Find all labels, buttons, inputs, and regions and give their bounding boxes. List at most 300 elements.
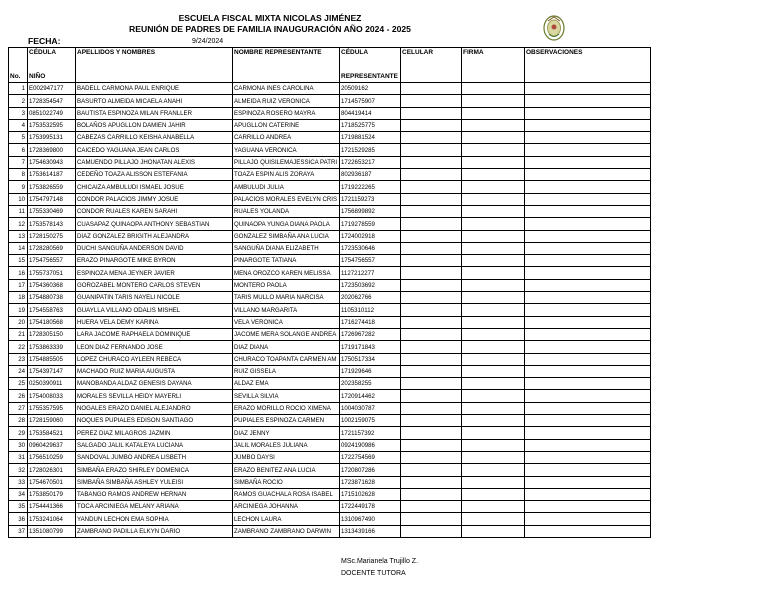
representative-id-cell: 1723503692	[340, 279, 401, 291]
row-number: 20	[9, 316, 28, 328]
signature-cell	[462, 427, 525, 439]
phone-cell	[401, 95, 462, 107]
table-row	[9, 218, 651, 230]
signature-cell	[462, 341, 525, 353]
signature-cell	[462, 316, 525, 328]
meeting-title: REUNIÓN DE PADRES DE FAMILIA INAUGURACIÓN AÑO 2024 - 2025	[129, 24, 411, 34]
child-id-cell: 1754441366	[28, 501, 76, 513]
child-name-cell: CABEZAS CARRILLO KEISHA ANABELLA	[76, 132, 233, 144]
row-number: 16	[9, 267, 28, 279]
row-number: 15	[9, 255, 28, 267]
child-name-cell: LEON DIAZ FERNANDO JOSE	[76, 341, 233, 353]
phone-cell	[401, 476, 462, 488]
representative-id-cell: 1715102628	[340, 488, 401, 500]
observations-cell	[525, 267, 651, 279]
row-number: 4	[9, 119, 28, 131]
col-cedula-rep-header-top: CÉDULA	[340, 48, 401, 59]
table-row	[9, 488, 651, 500]
col-celular-header: CELULAR	[401, 48, 462, 59]
child-id-cell: 1754360368	[28, 279, 76, 291]
table-row	[9, 464, 651, 476]
child-name-cell: CONDOR RUALES KAREN SARAHI	[76, 205, 233, 217]
representative-id-cell: 1310967490	[340, 513, 401, 525]
signature-cell	[462, 439, 525, 451]
representative-id-cell: 20509162	[340, 83, 401, 95]
child-id-cell: 0851022749	[28, 107, 76, 119]
signature-cell	[462, 415, 525, 427]
observations-cell	[525, 341, 651, 353]
table-header-row-top	[9, 48, 651, 59]
phone-cell	[401, 304, 462, 316]
phone-cell	[401, 525, 462, 537]
table-row	[9, 169, 651, 181]
signature-cell	[462, 402, 525, 414]
representative-id-cell: 1718525775	[340, 119, 401, 131]
phone-cell	[401, 267, 462, 279]
child-id-cell: 1753584521	[28, 427, 76, 439]
phone-cell	[401, 427, 462, 439]
observations-cell	[525, 476, 651, 488]
phone-cell	[401, 513, 462, 525]
table-row	[9, 255, 651, 267]
representative-name-cell: DIAZ JENNY	[233, 427, 340, 439]
observations-cell	[525, 304, 651, 316]
signature-cell	[462, 230, 525, 242]
representative-name-cell: GONZALEZ SIMBAÑA ANA LUCIA	[233, 230, 340, 242]
table-row	[9, 279, 651, 291]
representative-id-cell: 1754756557	[340, 255, 401, 267]
child-name-cell: GOROZABEL MONTERO CARLOS STEVEN	[76, 279, 233, 291]
phone-cell	[401, 255, 462, 267]
observations-cell	[525, 132, 651, 144]
child-id-cell: 1754670501	[28, 476, 76, 488]
representative-id-cell: 1002159075	[340, 415, 401, 427]
child-id-cell: 1754756557	[28, 255, 76, 267]
representative-name-cell: MONTERO PAOLA	[233, 279, 340, 291]
representative-id-cell: 1723871628	[340, 476, 401, 488]
signature-cell	[462, 476, 525, 488]
representative-id-cell: 1127212277	[340, 267, 401, 279]
signature-name: MSc.Marianela Trujillo Z.	[341, 558, 419, 565]
table-row	[9, 304, 651, 316]
observations-cell	[525, 390, 651, 402]
observations-cell	[525, 181, 651, 193]
child-name-cell: NOGALES ERAZO DANIEL ALEJANDRO	[76, 402, 233, 414]
representative-name-cell: PUPIALES ESPINOZA CARMEN	[233, 415, 340, 427]
child-id-cell: E002947177	[28, 83, 76, 95]
child-name-cell: BAUTISTA ESPINOZA MILAN FRANLLER	[76, 107, 233, 119]
child-id-cell: 1753532595	[28, 119, 76, 131]
table-row	[9, 316, 651, 328]
phone-cell	[401, 169, 462, 181]
phone-cell	[401, 193, 462, 205]
row-number: 27	[9, 402, 28, 414]
signature-cell	[462, 255, 525, 267]
table-row	[9, 476, 651, 488]
table-row	[9, 427, 651, 439]
child-id-cell: 1351080799	[28, 525, 76, 537]
row-number: 36	[9, 513, 28, 525]
row-number: 8	[9, 169, 28, 181]
signature-cell	[462, 95, 525, 107]
child-id-cell: 1753995131	[28, 132, 76, 144]
representative-name-cell: QUINAOPA YUNGA DIANA PAOLA	[233, 218, 340, 230]
table-row	[9, 107, 651, 119]
representative-id-cell: 171929646	[340, 365, 401, 377]
signature-cell	[462, 132, 525, 144]
row-number: 6	[9, 144, 28, 156]
child-id-cell: 1728305150	[28, 328, 76, 340]
child-name-cell: LARA JACOME RAPHAELA DOMINIQUE	[76, 328, 233, 340]
representative-name-cell: ERAZO BENITEZ ANA LUCIA	[233, 464, 340, 476]
signature-cell	[462, 304, 525, 316]
row-number: 34	[9, 488, 28, 500]
observations-cell	[525, 439, 651, 451]
signature-cell	[462, 365, 525, 377]
phone-cell	[401, 292, 462, 304]
representative-name-cell: VILLANO MARGARITA	[233, 304, 340, 316]
representative-id-cell: 1721157392	[340, 427, 401, 439]
school-seal-icon	[541, 14, 567, 42]
table-row	[9, 144, 651, 156]
child-name-cell: PEREZ DIAZ MILAGROS JAZMIN	[76, 427, 233, 439]
representative-id-cell: 1722754569	[340, 451, 401, 463]
child-name-cell: CUASAPAZ QUINAOPA ANTHONY SEBASTIAN	[76, 218, 233, 230]
child-name-cell: SALGADO JALIL KATALEYA LUCIANA	[76, 439, 233, 451]
representative-id-cell: 202062766	[340, 292, 401, 304]
row-number: 1	[9, 83, 28, 95]
phone-cell	[401, 451, 462, 463]
representative-id-cell: 1313439166	[340, 525, 401, 537]
observations-cell	[525, 451, 651, 463]
row-number: 25	[9, 378, 28, 390]
representative-name-cell: RUIZ GISSELA	[233, 365, 340, 377]
representative-name-cell: AMBULUDI JULIA	[233, 181, 340, 193]
row-number: 30	[9, 439, 28, 451]
header-blank	[462, 58, 525, 83]
phone-cell	[401, 181, 462, 193]
representative-name-cell: JACOME MERA SOLANGE ANDREA	[233, 328, 340, 340]
signature-cell	[462, 83, 525, 95]
col-representante-header: NOMBRE REPRESENTANTE	[233, 48, 340, 59]
row-number: 19	[9, 304, 28, 316]
table-row	[9, 193, 651, 205]
row-number: 37	[9, 525, 28, 537]
row-number: 18	[9, 292, 28, 304]
date-label: FECHA:	[28, 36, 61, 46]
representative-name-cell: APUGLLON CATERINE	[233, 119, 340, 131]
row-number: 23	[9, 353, 28, 365]
signature-cell	[462, 525, 525, 537]
phone-cell	[401, 144, 462, 156]
phone-cell	[401, 316, 462, 328]
representative-id-cell: 1004030787	[340, 402, 401, 414]
col-apellidos-nombres-header: APELLIDOS Y NOMBRES	[76, 48, 233, 59]
phone-cell	[401, 83, 462, 95]
representative-id-cell: 0924190986	[340, 439, 401, 451]
signature-cell	[462, 156, 525, 168]
child-name-cell: GUANIPATIN TARIS NAYELI NICOLE	[76, 292, 233, 304]
table-row	[9, 402, 651, 414]
observations-cell	[525, 365, 651, 377]
date-value: 9/24/2024	[192, 38, 224, 45]
child-id-cell: 1753863339	[28, 341, 76, 353]
phone-cell	[401, 415, 462, 427]
signature-cell	[462, 242, 525, 254]
header-blank	[76, 58, 233, 83]
representative-name-cell: JALIL MORALES JULIANA	[233, 439, 340, 451]
representative-id-cell: 1721159273	[340, 193, 401, 205]
observations-cell	[525, 513, 651, 525]
row-number: 9	[9, 181, 28, 193]
child-name-cell: SANDOVAL JUMBO ANDREA LISBETH	[76, 451, 233, 463]
child-name-cell: HUERA VELA DEMY KARINA	[76, 316, 233, 328]
child-id-cell: 1754008033	[28, 390, 76, 402]
col-no-header: No.	[9, 58, 28, 83]
row-number: 5	[9, 132, 28, 144]
child-name-cell: BADELL CARMONA PAUL ENRIQUE	[76, 83, 233, 95]
representative-id-cell: 1756899892	[340, 205, 401, 217]
child-name-cell: SIMBAÑA ERAZO SHIRLEY DOMENICA	[76, 464, 233, 476]
child-id-cell: 1753578143	[28, 218, 76, 230]
observations-cell	[525, 156, 651, 168]
table-header-row-bottom	[9, 58, 651, 83]
col-no-header-top	[9, 48, 28, 59]
table-row	[9, 501, 651, 513]
col-cedula-nino-header-top: CÉDULA	[28, 48, 76, 59]
child-name-cell: TABANGO RAMOS ANDREW HERNAN	[76, 488, 233, 500]
representative-name-cell: CARMONA INES CAROLINA	[233, 83, 340, 95]
representative-name-cell: YAGUANA VERONICA	[233, 144, 340, 156]
representative-name-cell: CARRILLO ANDREA	[233, 132, 340, 144]
representative-name-cell: RAMOS GUACHALA ROSA ISABEL	[233, 488, 340, 500]
signature-role: DOCENTE TUTORA	[341, 570, 406, 577]
phone-cell	[401, 488, 462, 500]
col-cedula-nino-header-bottom: NIÑO	[28, 58, 76, 83]
phone-cell	[401, 390, 462, 402]
observations-cell	[525, 242, 651, 254]
representative-name-cell: TARIS MULLO MARIA NARCISA	[233, 292, 340, 304]
observations-cell	[525, 83, 651, 95]
table-row	[9, 365, 651, 377]
signature-cell	[462, 501, 525, 513]
representative-id-cell: 1726967282	[340, 328, 401, 340]
child-id-cell: 1755357595	[28, 402, 76, 414]
row-number: 35	[9, 501, 28, 513]
table-row	[9, 525, 651, 537]
table-row	[9, 378, 651, 390]
child-id-cell: 1728280569	[28, 242, 76, 254]
observations-cell	[525, 193, 651, 205]
child-id-cell: 1755737051	[28, 267, 76, 279]
row-number: 24	[9, 365, 28, 377]
representative-name-cell: SIMBAÑA ROCIO	[233, 476, 340, 488]
phone-cell	[401, 464, 462, 476]
phone-cell	[401, 119, 462, 131]
signature-cell	[462, 464, 525, 476]
row-number: 13	[9, 230, 28, 242]
table-row	[9, 95, 651, 107]
representative-id-cell: 802936187	[340, 169, 401, 181]
phone-cell	[401, 328, 462, 340]
observations-cell	[525, 464, 651, 476]
child-id-cell: 0250390911	[28, 378, 76, 390]
representative-id-cell: 1724002918	[340, 230, 401, 242]
child-name-cell: ESPINOZA MENA JEYNER JAVIER	[76, 267, 233, 279]
row-number: 21	[9, 328, 28, 340]
child-name-cell: SIMBAÑA SIMBAÑA ASHLEY YULEISI	[76, 476, 233, 488]
phone-cell	[401, 279, 462, 291]
child-name-cell: CAICEDO YAGUANA JEAN CARLOS	[76, 144, 233, 156]
representative-id-cell: 1720807286	[340, 464, 401, 476]
child-name-cell: YANDUN LECHON EMA SOPHIA	[76, 513, 233, 525]
row-number: 14	[9, 242, 28, 254]
observations-cell	[525, 316, 651, 328]
representative-name-cell: PINARGOTE TATIANA	[233, 255, 340, 267]
signature-cell	[462, 119, 525, 131]
representative-id-cell: 1722449178	[340, 501, 401, 513]
representative-id-cell: 1719881524	[340, 132, 401, 144]
child-id-cell: 1753850179	[28, 488, 76, 500]
observations-cell	[525, 292, 651, 304]
phone-cell	[401, 205, 462, 217]
representative-name-cell: ARCINIEGA JOHANNA	[233, 501, 340, 513]
observations-cell	[525, 415, 651, 427]
table-row	[9, 119, 651, 131]
child-name-cell: CONDOR PALACIOS JIMMY JOSUE	[76, 193, 233, 205]
table-row	[9, 451, 651, 463]
table-row	[9, 390, 651, 402]
signature-cell	[462, 218, 525, 230]
row-number: 3	[9, 107, 28, 119]
child-name-cell: MACHADO RUIZ MARIA AUGUSTA	[76, 365, 233, 377]
representative-id-cell: 1105310112	[340, 304, 401, 316]
child-id-cell: 1728354547	[28, 95, 76, 107]
child-id-cell: 1728150275	[28, 230, 76, 242]
signature-cell	[462, 513, 525, 525]
child-id-cell: 0960429637	[28, 439, 76, 451]
row-number: 7	[9, 156, 28, 168]
representative-name-cell: TOAZA ESPIN ALIS ZORAYA	[233, 169, 340, 181]
child-name-cell: MANOBANDA ALDAZ GENESIS DAYANA	[76, 378, 233, 390]
representative-name-cell: SEVILLA SILVIA	[233, 390, 340, 402]
table-row	[9, 132, 651, 144]
row-number: 2	[9, 95, 28, 107]
representative-name-cell: JUMBO DAYSI	[233, 451, 340, 463]
child-id-cell: 1753614187	[28, 169, 76, 181]
child-id-cell: 1756510259	[28, 451, 76, 463]
row-number: 11	[9, 205, 28, 217]
phone-cell	[401, 156, 462, 168]
representative-name-cell: CHURACO TOAPANTA CARMEN AM	[233, 353, 340, 365]
header-blank	[233, 58, 340, 83]
phone-cell	[401, 353, 462, 365]
child-id-cell: 1754558763	[28, 304, 76, 316]
phone-cell	[401, 132, 462, 144]
row-number: 12	[9, 218, 28, 230]
observations-cell	[525, 144, 651, 156]
table-row	[9, 83, 651, 95]
signature-cell	[462, 390, 525, 402]
child-id-cell: 1728369800	[28, 144, 76, 156]
row-number: 26	[9, 390, 28, 402]
signature-cell	[462, 353, 525, 365]
table-row	[9, 181, 651, 193]
child-id-cell: 1754880738	[28, 292, 76, 304]
table-row	[9, 205, 651, 217]
child-id-cell: 1754885505	[28, 353, 76, 365]
child-id-cell: 1754797148	[28, 193, 76, 205]
observations-cell	[525, 119, 651, 131]
observations-cell	[525, 501, 651, 513]
child-name-cell: DUCHI SANGUÑA ANDERSON DAVID	[76, 242, 233, 254]
signature-cell	[462, 193, 525, 205]
table-row	[9, 242, 651, 254]
child-name-cell: GUAYLLA VILLANO ODALIS MISHEL	[76, 304, 233, 316]
table-row	[9, 353, 651, 365]
representative-name-cell: VELA VERONICA	[233, 316, 340, 328]
signature-cell	[462, 169, 525, 181]
representative-id-cell: 1714575907	[340, 95, 401, 107]
observations-cell	[525, 230, 651, 242]
observations-cell	[525, 255, 651, 267]
row-number: 10	[9, 193, 28, 205]
child-name-cell: BASURTO ALMEIDA MICAELA ANAHI	[76, 95, 233, 107]
row-number: 32	[9, 464, 28, 476]
representative-id-cell: 1721529285	[340, 144, 401, 156]
observations-cell	[525, 427, 651, 439]
child-name-cell: ERAZO PINARGOTE MIKE BYRON	[76, 255, 233, 267]
phone-cell	[401, 242, 462, 254]
representative-id-cell: 804419414	[340, 107, 401, 119]
representative-id-cell: 1719278559	[340, 218, 401, 230]
representative-name-cell: MENA OROZCO KAREN MELISSA	[233, 267, 340, 279]
child-id-cell: 1728026301	[28, 464, 76, 476]
row-number: 33	[9, 476, 28, 488]
child-id-cell: 1753241064	[28, 513, 76, 525]
observations-cell	[525, 107, 651, 119]
observations-cell	[525, 205, 651, 217]
header-blank	[401, 58, 462, 83]
child-id-cell: 1728159060	[28, 415, 76, 427]
representative-name-cell: DIAZ DIANA	[233, 341, 340, 353]
child-name-cell: BOLAÑOS APUGLLON DAMIEN JAHIR	[76, 119, 233, 131]
representative-id-cell: 1716274418	[340, 316, 401, 328]
representative-name-cell: RUALES YOLANDA	[233, 205, 340, 217]
representative-id-cell: 1723530646	[340, 242, 401, 254]
phone-cell	[401, 107, 462, 119]
signature-cell	[462, 292, 525, 304]
row-number: 28	[9, 415, 28, 427]
header-blank	[525, 58, 651, 83]
signature-cell	[462, 488, 525, 500]
child-id-cell: 1754397147	[28, 365, 76, 377]
representative-id-cell: 1722653217	[340, 156, 401, 168]
representative-name-cell: ALDAZ EMA	[233, 378, 340, 390]
child-name-cell: NOQUES PUPIALES EDISON SANTIAGO	[76, 415, 233, 427]
signature-cell	[462, 181, 525, 193]
table-row	[9, 513, 651, 525]
table-row	[9, 230, 651, 242]
table-row	[9, 156, 651, 168]
child-name-cell: TOCA ARCINIEGA MELANY ARIANA	[76, 501, 233, 513]
child-name-cell: MORALES SEVILLA HEIDY MAYERLI	[76, 390, 233, 402]
table-row	[9, 292, 651, 304]
representative-id-cell: 1719222265	[340, 181, 401, 193]
representative-name-cell: SANGUÑA DIANA ELIZABETH	[233, 242, 340, 254]
col-firma-header: FIRMA	[462, 48, 525, 59]
col-cedula-rep-header-bottom: REPRESENTANTE	[340, 58, 401, 83]
